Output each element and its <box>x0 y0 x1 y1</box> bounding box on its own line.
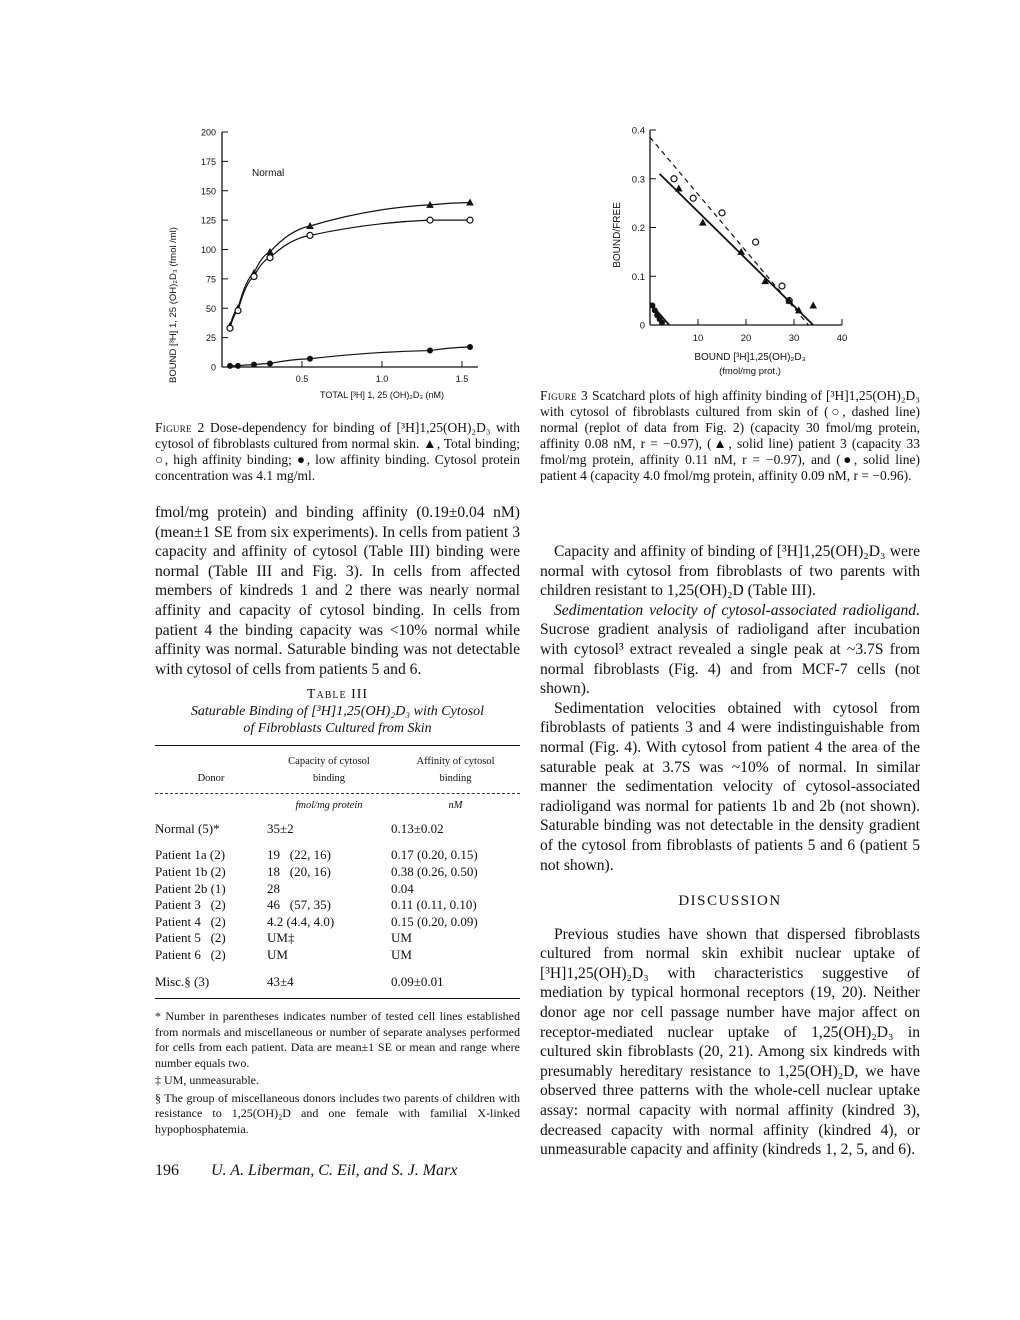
fig2-point-open-circle <box>227 325 233 331</box>
fig2-y-tick-label: 200 <box>200 127 216 138</box>
fig2-annotation: Normal <box>252 168 285 179</box>
fig2-x-tick-label: 1.5 <box>455 374 469 384</box>
table-row <box>155 947 520 964</box>
figure-3-caption-text: Scatchard plots of high affinity binding of [³H]1,25(OH)₂D₃ with cytosol of fibroblasts cultured from skin of (○, dashed line) normal (replot of data from Fig. 2) (capacity 30 fmol/mg protein, affinity 0.08 nM, r = −0.97), (▲, solid line) patient 3 (capacity 33 fmol/mg protein, affinity 0.11 nM, r = −0.97), and (●, solid line) patient 4 (capacity 4.0 fmol/mg protein, affinity 0.09 nM, r = −0.96). <box>540 388 921 483</box>
right-paragraph-2-text: Sucrose gradient analysis of radioligand after incubation with cytosol³ extract revealed a single peak at ~3.7S from normal fibroblasts (Fig. 4) and from MCF-7 cells (not shown). <box>540 621 920 698</box>
fig3-point-filled-circle <box>659 320 665 326</box>
fig3-point-open-circle <box>753 239 759 245</box>
fig3-y-tick-label: 0.3 <box>631 174 645 186</box>
table-3-unit-affinity: nM <box>448 800 463 812</box>
table-3-footnote-3: § The group of miscellaneous donors includes two parents of children with resistance to 1,25(OH)₂D and one female with familial X-linked hypophosphatemia. <box>155 1090 520 1136</box>
fig2-x-axis-label: TOTAL [³H] 1, 25 (OH)₂D₃ (nM) <box>319 390 445 400</box>
table-row <box>155 930 520 947</box>
table-cell-affinity: 0.38 (0.26, 0.50) <box>391 863 478 879</box>
table-row <box>155 897 520 914</box>
fig3-x-tick-label: 20 <box>740 333 752 344</box>
right-paragraph-4: Previous studies have shown that dispersed fibroblasts cultured from normal skin exhibit nuclear uptake of [³H]1,25(OH)₂D₃ with characteristics suggestive of mediation by typical hormonal receptors (19, 20). Neither donor age nor cell passage number have major affect on receptor-mediated nuclear uptake of 1,25(OH)₂D₃ in cultured skin fibroblasts (20, 21). Among six kindreds with presumably hereditary resistance to 1,25(OH)₂D, we have observed three patterns with the whole-cell nuclear uptake assay: normal capacity with normal affinity (kindred 3), decreased capacity with normal affinity (kindred 4), or unmeasurable capacity and affinity (kindreds 1, 2, 5, and 6). <box>540 925 920 1159</box>
figure-2-chart <box>160 120 500 405</box>
table-cell-donor: Patient 1a (2) <box>155 847 226 863</box>
fig3-point-triangle <box>675 185 683 192</box>
table-cell-donor: Patient 3 (2) <box>155 897 226 913</box>
page-number: 196 <box>155 1162 179 1179</box>
table-cell-donor: Misc.§ (3) <box>155 973 210 989</box>
table-3-unit-capacity: fmol/mg protein <box>295 800 363 812</box>
fig2-point-filled-circle <box>251 362 257 368</box>
fig3-y-tick-label: 0 <box>639 320 645 332</box>
fig2-series-line-open-circle <box>230 220 470 328</box>
fig3-x-axis-label-1: BOUND [³H]1,25(OH)₂D₃ <box>694 352 806 363</box>
fig3-point-open-circle <box>690 195 696 201</box>
fig3-point-triangle <box>809 302 817 309</box>
table-cell-capacity: 4.2 (4.4, 4.0) <box>267 913 335 929</box>
discussion-heading: DISCUSSION <box>678 893 782 910</box>
table-cell-affinity: 0.15 (0.20, 0.09) <box>391 913 478 929</box>
table-3-footnotes <box>155 1009 520 1137</box>
fig2-point-filled-circle <box>467 344 473 350</box>
table-3-label: Table III <box>306 687 369 702</box>
left-body-paragraph: fmol/mg protein) and binding affinity (0.19±0.04 nM) (mean±1 SE from six experiments). In cells from patient 3 capacity and affinity of cytosol (Table III) binding were normal (Table III and Fig. 3). In cells from affected members of kindreds 1 and 2 there was nearly normal affinity and capacity of cytosol binding. In cells from patient 4 the binding capacity was <10% normal while affinity was normal. Saturable binding was not detectable with cytosol of cells from patients 5 and 6. <box>155 504 520 678</box>
fig3-x-tick-label: 30 <box>788 333 800 344</box>
figure-2-caption-lead: Figure 2 <box>155 420 205 435</box>
fig3-x-tick-label: 10 <box>692 333 704 344</box>
table-cell-capacity: 46 (57, 35) <box>267 897 331 913</box>
table-3-head-affinity-2: binding <box>439 772 472 784</box>
table-cell-capacity: 35±2 <box>267 820 294 836</box>
fig2-point-filled-circle <box>427 348 433 354</box>
table-row <box>155 864 520 881</box>
fig3-point-open-circle <box>779 283 785 289</box>
table-cell-donor: Patient 6 (2) <box>155 946 226 962</box>
table-cell-affinity: 0.11 (0.11, 0.10) <box>391 897 477 913</box>
fig2-y-tick-label: 50 <box>205 303 216 314</box>
fig3-x-axis-label-2: (fmol/mg prot.) <box>719 366 781 377</box>
table-cell-affinity: 0.17 (0.20, 0.15) <box>391 847 478 863</box>
right-body-text <box>540 542 920 1160</box>
fig2-y-tick-label: 75 <box>205 274 216 285</box>
table-cell-capacity: UM‡ <box>267 930 295 946</box>
fig2-y-tick-label: 125 <box>200 215 216 226</box>
footer-authors: U. A. Liberman, C. Eil, and S. J. Marx <box>211 1162 458 1179</box>
table-row <box>155 821 520 838</box>
fig3-point-open-circle <box>671 176 677 182</box>
figure-2-caption-text: Dose-dependency for binding of [³H]1,25(OH)₂D₃ with cytosol of fibroblasts cultured from normal skin. ▲, Total binding; ○, high affinity binding; ●, low affinity binding. Cytosol protein concentration was 4.1 mg/ml. <box>155 420 521 483</box>
page-footer <box>155 1162 457 1180</box>
table-cell-donor: Patient 4 (2) <box>155 913 226 929</box>
fig2-x-tick-label: 1.0 <box>375 374 389 384</box>
table-3-unit-row <box>155 798 520 815</box>
table-cell-capacity: UM <box>267 946 288 962</box>
table-3-footnote-1: * Number in parentheses indicates number of tested cell lines established from normals and miscellaneous or number of separate analyses performed for cells from each patient. Data are mean±1 SE or mean and range where number equals two. <box>155 1009 520 1070</box>
table-cell-capacity: 19 (22, 16) <box>267 847 331 863</box>
fig2-point-open-circle <box>307 232 313 238</box>
table-cell-donor: Normal (5)* <box>155 820 220 836</box>
left-body-text <box>155 503 520 679</box>
table-3-header-row <box>155 754 520 787</box>
figure-3-chart <box>600 115 890 385</box>
fig3-y-axis-label: BOUND/FREE <box>612 202 623 268</box>
fig2-point-open-circle <box>267 255 273 261</box>
fig2-point-open-circle <box>427 217 433 223</box>
fig3-x-tick-label: 40 <box>836 333 848 344</box>
fig2-series-line-filled-circle <box>230 347 470 366</box>
table-3 <box>155 686 520 1139</box>
table-cell-affinity: UM <box>391 946 412 962</box>
fig2-y-tick-label: 150 <box>200 186 216 197</box>
table-3-grid <box>155 754 520 787</box>
fig2-y-axis-label: BOUND [³H] 1, 25 (OH)₂D₃ (fmol /ml) <box>168 227 179 383</box>
table-cell-donor: Patient 1b (2) <box>155 863 226 879</box>
right-paragraph-2-heading: Sedimentation velocity of cytosol-associated radioligand. <box>554 601 920 619</box>
table-3-footnote-2: ‡ UM, unmeasurable. <box>155 1073 259 1088</box>
right-paragraph-1: Capacity and affinity of binding of [³H]1,25(OH)₂D₃ were normal with cytosol from fibroblasts of two parents with children resistant to 1,25(OH)₂D (Table III). <box>540 543 920 600</box>
fig2-point-open-circle <box>251 274 257 280</box>
table-cell-capacity: 18 (20, 16) <box>267 863 331 879</box>
fig2-y-tick-label: 100 <box>200 245 216 255</box>
table-row <box>155 914 520 931</box>
fig2-point-filled-circle <box>235 363 241 369</box>
fig2-x-tick-label: 0.5 <box>295 374 309 384</box>
table-3-head-capacity-1: Capacity of cytosol <box>288 756 370 767</box>
fig2-point-open-circle <box>467 217 473 223</box>
fig2-point-filled-circle <box>267 360 273 366</box>
figure-3-caption <box>540 388 920 484</box>
table-cell-affinity: UM <box>391 930 412 946</box>
table-cell-affinity: 0.09±0.01 <box>391 973 444 989</box>
figure-3-caption-lead: Figure 3 <box>540 388 589 403</box>
table-row <box>155 881 520 898</box>
table-3-head-capacity-2: binding <box>312 772 346 784</box>
fig2-point-open-circle <box>235 308 241 314</box>
fig2-y-tick-label: 0 <box>210 362 216 373</box>
table-3-head-donor: Donor <box>197 772 225 784</box>
table-3-title-2: of Fibroblasts Cultured from Skin <box>243 721 432 736</box>
fig2-point-filled-circle <box>307 356 313 362</box>
fig3-y-tick-label: 0.1 <box>631 271 645 283</box>
table-cell-capacity: 43±4 <box>267 973 294 989</box>
table-cell-donor: Patient 5 (2) <box>155 930 226 946</box>
table-cell-capacity: 28 <box>267 880 280 896</box>
fig3-y-tick-label: 0.4 <box>631 125 645 137</box>
table-3-body <box>155 821 520 990</box>
table-3-title-1: Saturable Binding of [³H]1,25(OH)₂D₃ with Cytosol <box>190 704 485 719</box>
table-row <box>155 964 520 991</box>
fig3-point-open-circle <box>719 210 725 216</box>
fig2-y-tick-label: 25 <box>205 333 216 344</box>
table-cell-affinity: 0.13±0.02 <box>391 820 444 836</box>
table-3-head-affinity-1: Affinity of cytosol <box>416 756 495 767</box>
figure-2-caption <box>155 420 520 484</box>
fig2-point-filled-circle <box>227 363 233 369</box>
table-cell-donor: Patient 2b (1) <box>155 880 226 896</box>
right-paragraph-3: Sedimentation velocities obtained with cytosol from fibroblasts of patients 3 and 4 were indistinguishable from normal (Fig. 4). With cytosol from patient 4 the area of the saturable peak at 3.7S was ~10% of normal. In similar manner the sedimentation velocity of cytosol-associated radioligand was normal for patients 1b and 2b (not shown). Saturable binding was not detectable in the density gradient of the cytosol from fibroblasts of patients 5 and 6 (patient 5 not shown). <box>540 699 920 874</box>
fig2-y-tick-label: 175 <box>200 156 216 167</box>
table-cell-affinity: 0.04 <box>391 880 414 896</box>
table-row <box>155 837 520 864</box>
fig2-series-line-triangle <box>230 203 470 326</box>
fig3-y-tick-label: 0.2 <box>631 223 645 234</box>
